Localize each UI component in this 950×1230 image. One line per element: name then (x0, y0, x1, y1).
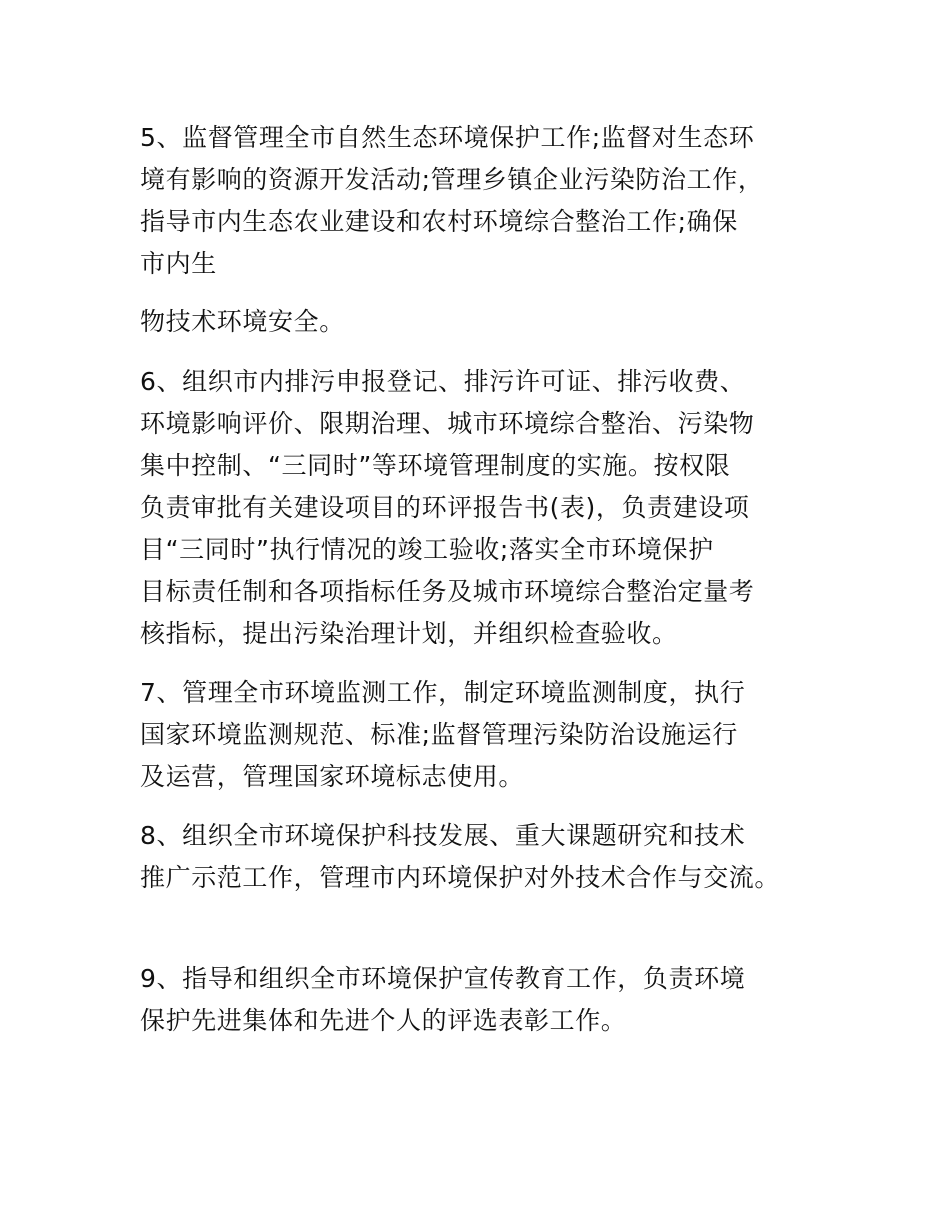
text-line: 负责审批有关建设项目的环评报告书(表)，负责建设项 (140, 493, 750, 522)
text-line: 推广示范工作，管理市内环境保护对外技术合作与交流。 (140, 863, 781, 892)
text-line: 目“三同时”执行情况的竣工验收;落实全市环境保护 (140, 535, 714, 564)
text-line: 7、管理全市环境监测工作，制定环境监测制度，执行 (140, 678, 746, 707)
text-line: 5、监督管理全市自然生态环境保护工作;监督对生态环 (140, 123, 755, 152)
text-line: 6、组织市内排污申报登记、排污许可证、排污收费、 (140, 367, 746, 396)
text-line: 物技术环境安全。 (140, 307, 345, 336)
text-line: 8、组织全市环境保护科技发展、重大课题研究和技术 (140, 821, 746, 850)
text-line: 9、指导和组织全市环境保护宣传教育工作，负责环境 (140, 964, 746, 993)
text-line: 目标责任制和各项指标任务及城市环境综合整治定量考 (140, 577, 755, 606)
text-line: 国家环境监测规范、标准;监督管理污染防治设施运行 (140, 720, 738, 749)
text-line: 集中控制、“三同时”等环境管理制度的实施。按权限 (140, 451, 731, 480)
text-line: 保护先进集体和先进个人的评选表彰工作。 (140, 1006, 627, 1035)
text-line: 核指标，提出污染治理计划，并组织检查验收。 (140, 619, 678, 648)
text-line: 指导市内生态农业建设和农村环境综合整治工作;确保 (140, 207, 738, 236)
text-line: 环境影响评价、限期治理、城市环境综合整治、污染物 (140, 409, 755, 438)
text-line: 市内生 (140, 249, 217, 278)
text-line: 及运营，管理国家环境标志使用。 (140, 762, 525, 791)
text-line: 境有影响的资源开发活动;管理乡镇企业污染防治工作， (140, 165, 764, 194)
